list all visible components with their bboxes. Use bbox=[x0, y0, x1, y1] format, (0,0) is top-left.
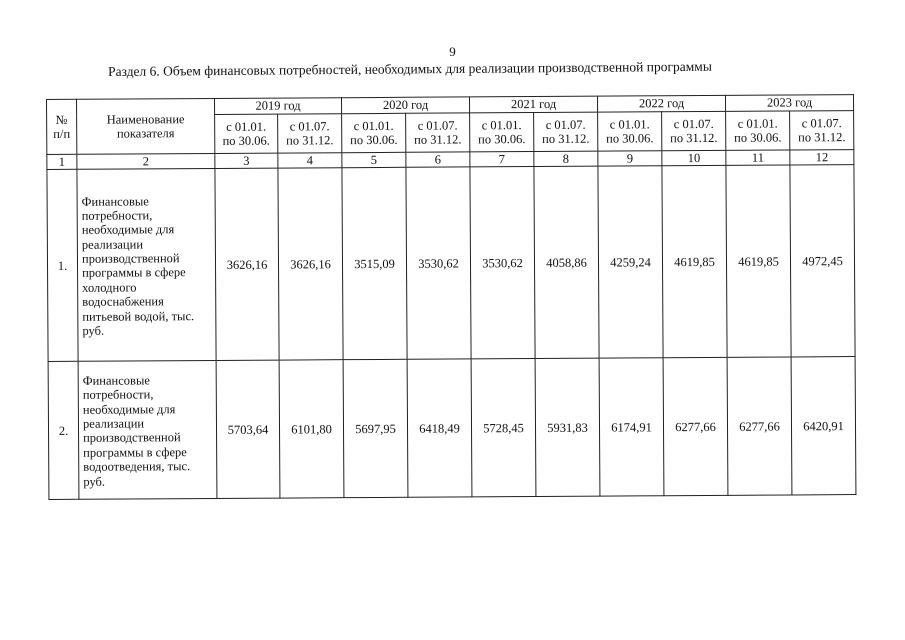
period-from: с 01.01. bbox=[481, 117, 522, 132]
period-from: с 01.07. bbox=[673, 116, 714, 131]
header-num-line2: п/п bbox=[53, 126, 71, 141]
financial-needs-table bbox=[46, 94, 857, 500]
header-year-2020: 2020 год bbox=[342, 97, 470, 114]
column-index: 5 bbox=[342, 152, 406, 168]
value-cell: 4619,85 bbox=[726, 165, 791, 357]
header-period-second-half bbox=[790, 111, 854, 150]
column-index: 3 bbox=[215, 153, 278, 169]
header-period-second-half bbox=[534, 112, 598, 151]
period-from: с 01.01. bbox=[226, 119, 267, 134]
period-from: с 01.07. bbox=[545, 117, 586, 132]
header-period-first-half bbox=[342, 113, 406, 152]
column-index: 11 bbox=[726, 150, 790, 166]
header-period-second-half bbox=[662, 111, 726, 150]
period-to: по 30.06. bbox=[606, 131, 654, 146]
value-cell: 6420,91 bbox=[791, 357, 856, 495]
header-year-2021: 2021 год bbox=[470, 96, 598, 113]
column-index: 1 bbox=[47, 154, 77, 170]
period-to: по 30.06. bbox=[350, 132, 398, 148]
table-row bbox=[48, 357, 856, 500]
value-cell: 4259,24 bbox=[598, 166, 663, 358]
value-cell: 4058,86 bbox=[534, 167, 599, 359]
period-to: по 30.06. bbox=[734, 130, 782, 145]
page-number: 9 bbox=[449, 44, 456, 59]
value-cell: 6277,66 bbox=[663, 358, 728, 496]
header-name-line1: Наименование bbox=[106, 111, 185, 127]
header-year-2019: 2019 год bbox=[214, 98, 341, 115]
period-to: по 30.06. bbox=[222, 133, 270, 148]
value-cell: 6174,91 bbox=[599, 358, 664, 496]
header-period-first-half bbox=[215, 114, 278, 153]
header-period-second-half bbox=[278, 114, 342, 153]
value-cell: 5697,95 bbox=[343, 360, 408, 498]
period-to: по 31.12. bbox=[286, 133, 334, 148]
column-index: 7 bbox=[470, 152, 534, 168]
header-num-line1: № bbox=[55, 112, 68, 127]
value-cell: 5703,64 bbox=[216, 360, 280, 498]
value-cell: 6101,80 bbox=[279, 360, 344, 498]
indicator-name: Финансовые потребности, необходимые для реализации производственной программы в сфере водоотведения, тыс. руб. bbox=[78, 361, 217, 500]
header-name-cell bbox=[77, 98, 215, 154]
period-to: по 31.12. bbox=[670, 130, 718, 146]
period-from: с 01.07. bbox=[417, 118, 458, 133]
header-period-first-half bbox=[598, 112, 662, 151]
table-row bbox=[47, 165, 855, 362]
period-from: с 01.07. bbox=[801, 115, 842, 131]
indicator-name: Финансовые потребности, необходимые для реализации производственной программы в сфере холодного водоснабжения питьевой водой, тыс. руб. bbox=[77, 169, 216, 362]
header-period-first-half bbox=[470, 113, 534, 152]
period-to: по 31.12. bbox=[542, 131, 590, 146]
column-index: 4 bbox=[278, 153, 342, 169]
column-index: 12 bbox=[790, 150, 854, 166]
column-index: 8 bbox=[534, 151, 598, 167]
column-index: 6 bbox=[406, 152, 470, 168]
header-name-line2: показателя bbox=[116, 126, 175, 141]
column-index: 2 bbox=[77, 153, 215, 169]
period-from: с 01.01. bbox=[737, 116, 778, 131]
period-from: с 01.07. bbox=[289, 118, 330, 134]
value-cell: 3530,62 bbox=[406, 167, 471, 359]
value-cell: 3515,09 bbox=[342, 168, 407, 360]
section-title: Раздел 6. Объем финансовых потребностей, необходимых для реализации производственной программы bbox=[108, 58, 712, 79]
column-index: 10 bbox=[662, 150, 726, 166]
header-year-2023: 2023 год bbox=[726, 95, 854, 112]
period-to: по 31.12. bbox=[414, 132, 462, 147]
period-from: с 01.01. bbox=[609, 116, 650, 132]
period-to: по 30.06. bbox=[478, 132, 526, 147]
row-number: 1. bbox=[47, 170, 78, 362]
header-num-cell bbox=[47, 99, 77, 154]
value-cell: 5728,45 bbox=[471, 359, 536, 497]
header-period-first-half bbox=[726, 111, 790, 150]
value-cell: 4972,45 bbox=[790, 165, 855, 357]
value-cell: 3626,16 bbox=[215, 168, 279, 360]
value-cell: 3626,16 bbox=[278, 168, 343, 360]
row-number: 2. bbox=[48, 362, 79, 500]
column-index: 9 bbox=[598, 151, 662, 167]
value-cell: 4619,85 bbox=[662, 166, 727, 358]
header-year-2022: 2022 год bbox=[598, 95, 726, 112]
header-period-second-half bbox=[406, 113, 470, 152]
period-to: по 31.12. bbox=[798, 130, 846, 145]
value-cell: 3530,62 bbox=[470, 167, 535, 359]
value-cell: 5931,83 bbox=[535, 359, 600, 497]
value-cell: 6277,66 bbox=[727, 357, 792, 495]
period-from: с 01.01. bbox=[353, 118, 394, 133]
value-cell: 6418,49 bbox=[407, 359, 472, 497]
